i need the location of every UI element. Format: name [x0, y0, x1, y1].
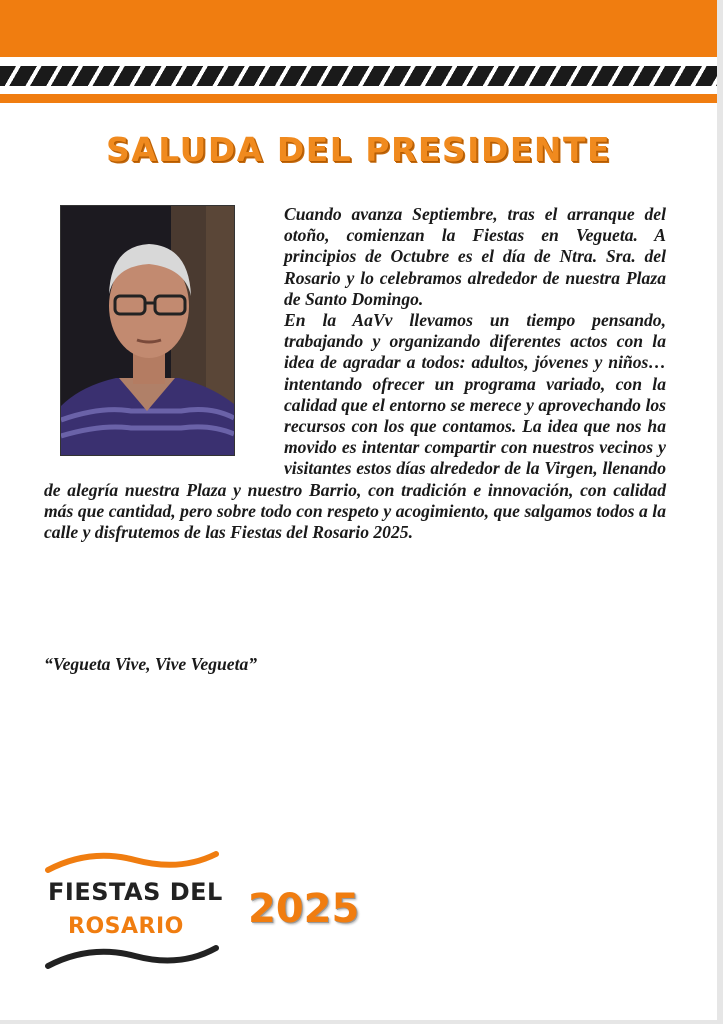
diagonal-stripe-band — [0, 66, 717, 86]
page-edge-right — [717, 0, 723, 1024]
page-title: SALUDA DEL PRESIDENTE — [105, 130, 612, 169]
orange-divider-line — [0, 94, 717, 103]
closing-quote: “Vegueta Vive, Vive Vegueta” — [44, 654, 258, 674]
logo-text-fiestas: FIESTAS DEL — [48, 878, 223, 906]
event-year: 2025 — [248, 886, 360, 932]
photo-spacer — [44, 204, 284, 465]
message-paragraph-1: Cuando avanza Septiembre, tras el arranque del otoño, comienzan la Fiestas en Vegueta. A principios de Octubre es el día de Ntra. Sra. del Rosario y lo celebramos alrededor de nuestra Plaza de Santo Domingo. — [284, 204, 666, 309]
logo-waves-icon — [40, 848, 223, 978]
fiestas-del-rosario-logo — [40, 848, 223, 978]
president-message — [44, 204, 666, 543]
page-edge-bottom — [0, 1020, 723, 1024]
logo-text-rosario: ROSARIO — [68, 914, 184, 939]
message-paragraph-2: En la AaVv llevamos un tiempo pensando, trabajando y organizando diferentes actos con la idea de agradar a todos: adultos, jóvenes y niños… intentando ofrecer un programa variado, con la calidad que el entorno se merece y aprovechando los recursos con los que contamos. La idea que nos ha movido es intentar compartir con nuestros vecinos y visitantes estos días alrededor de la Virgen, llenando de alegría nuestra Plaza y nuestro Barrio, con tradición e innovación, con calidad más que cantidad, pero sobre todo con respeto y acogimiento, que salgamos todos a la calle y disfrutemos de las Fiestas del Rosario 2025. — [44, 310, 666, 543]
top-orange-band — [0, 0, 717, 57]
